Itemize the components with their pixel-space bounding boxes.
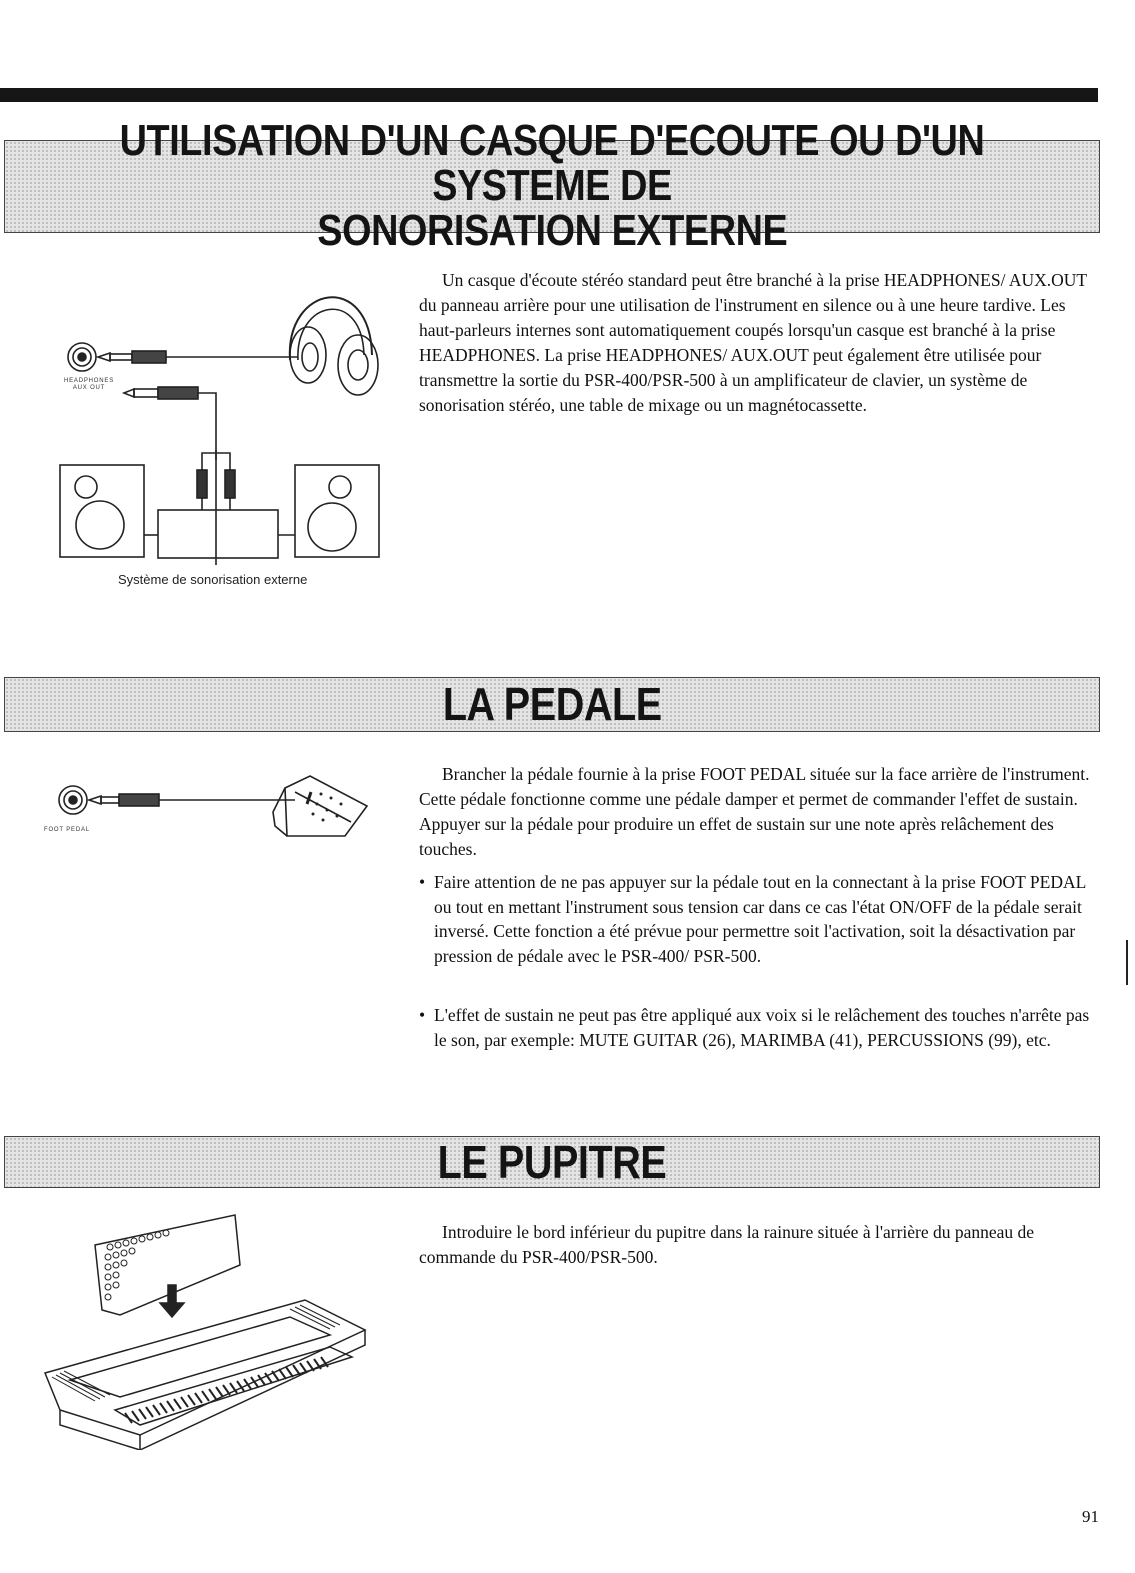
jack-label-headphones <box>49 378 129 392</box>
jack-label-headphones-line2: AUX OUT <box>72 385 106 391</box>
pedal-bullet-1-text: Faire attention de ne pas appuyer sur la pédale tout en la connectant à la prise FOOT PEDAL ou tout en mettant l'instrument sous tension car dans ce cas l'état ON/OFF de la pédale serait inversé. Cette fonction a été prévue pour permettre soit l'activation, soit la désactivation par pression de pédale avec le PSR-400/ PSR-500. <box>434 872 1086 966</box>
section-title-line1: UTILISATION D'UN CASQUE D'ECOUTE OU D'UN SYSTEME DE <box>119 116 985 211</box>
pedal-bullet-2-text: L'effet de sustain ne peut pas être appliqué aux voix si le relâchement des touches n'arrête pas le son, par exemple: MUTE GUITAR (26), MARIMBA (41), PERCUSSIONS (99), etc. <box>434 1005 1090 1050</box>
music-stand-keyboard-illustration <box>40 1205 380 1450</box>
section-banner-music-stand <box>4 1136 1100 1188</box>
section-title-line2: SONORISATION EXTERNE <box>316 205 788 255</box>
top-rule <box>0 88 1098 102</box>
section-title-music-stand: LE PUPITRE <box>437 1135 667 1188</box>
pedal-paragraph: Brancher la pédale fournie à la prise FOOT PEDAL située sur la face arrière de l'instrument. Cette pédale fonctionne comme une pédale damper et permet de commander l'effet de sustain. Appuyer sur la pédale pour produire un effet de sustain sur une note après relâchement des touches. <box>419 764 1090 859</box>
page-number: 91 <box>1082 1507 1099 1526</box>
headphones-paragraph: Un casque d'écoute stéréo standard peut être branché à la prise HEADPHONES/ AUX.OUT du panneau arrière pour une utilisation de l'instrument en silence ou à une heure tardive. Les haut-parleurs internes sont automatiquement coupés lorsqu'un casque est branché à la prise HEADPHONES. La prise HEADPHONES/ AUX.OUT peut également être utilisée pour transmettre la sortie du PSR-400/PSR-500 à un amplificateur de clavier, un système de sonorisation stéréo, une table de mixage ou un magnétocassette. <box>419 270 1087 415</box>
bullet-marker: • <box>419 872 426 892</box>
section-title-pedal: LA PEDALE <box>442 678 662 731</box>
foot-pedal-illustration <box>55 770 375 860</box>
pedal-bullet-2 <box>419 1003 1106 1052</box>
section-banner-headphones <box>4 116 1100 255</box>
jack-label-foot-pedal: FOOT PEDAL <box>44 827 90 833</box>
figure-caption: Système de sonorisation externe <box>118 572 308 587</box>
headphones-speaker-illustration <box>40 265 380 570</box>
margin-change-bar <box>1126 940 1128 985</box>
jack-label-headphones-line1: HEADPHONES <box>63 378 114 384</box>
music-stand-paragraph: Introduire le bord inférieur du pupitre dans la rainure située à l'arrière du panneau de commande du PSR-400/PSR-500. <box>419 1222 1035 1267</box>
section-banner-pedal <box>4 677 1100 732</box>
bullet-marker: • <box>419 1005 426 1025</box>
pedal-icon <box>285 776 367 836</box>
pedal-bullet-1 <box>419 870 1106 968</box>
